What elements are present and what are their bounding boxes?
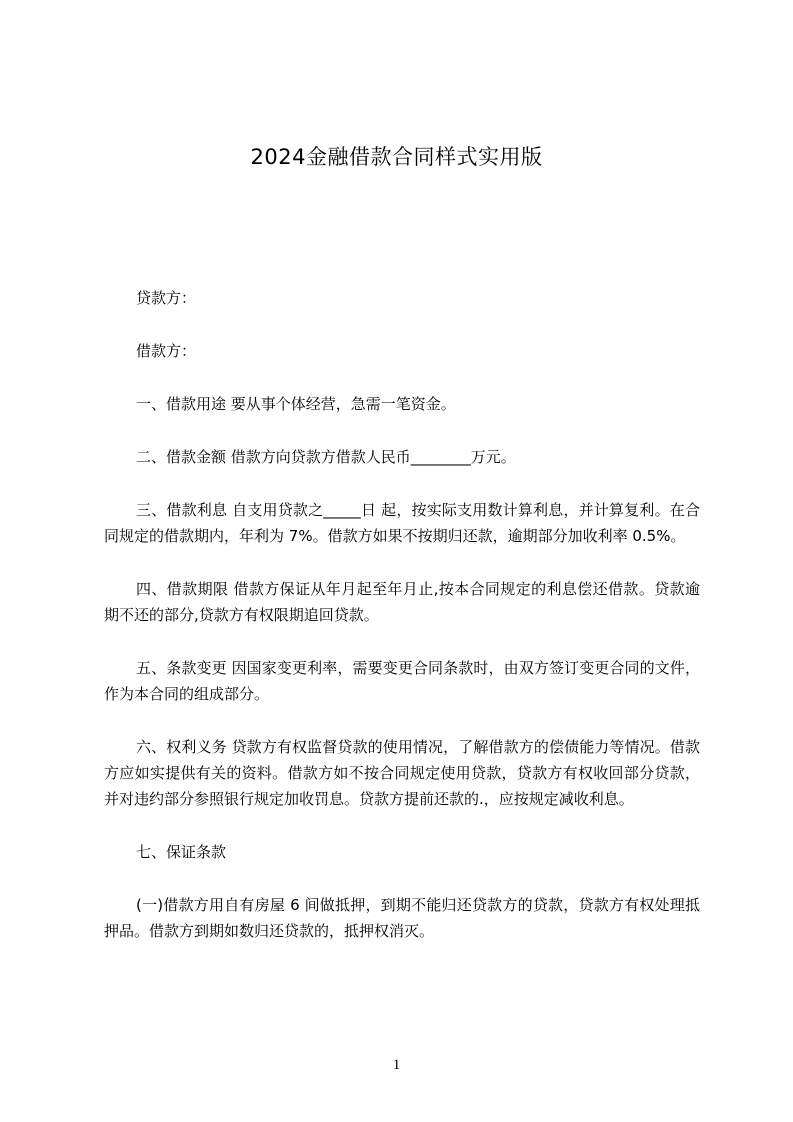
clause-guarantee-heading: 七、保证条款 xyxy=(136,843,227,861)
borrower-line: 借款方： xyxy=(136,342,197,360)
clause-term-change: 五、条款变更 因国家变更利率，需要变更合同条款时，由双方签订变更合同的文件，作为本合同的组成部分。 xyxy=(104,659,700,703)
clause-loan-interest: 三、借款利息 自支用贷款之_____日 起，按实际支用数计算利息，并计算复利。在合同规定的借款期内，年利为 7%。借款方如果不按期归还款，逾期部分加收利率 0.5%。 xyxy=(104,501,700,545)
clause-loan-amount: 二、借款金额 借款方向贷款方借款人民币________万元。 xyxy=(136,448,516,466)
clause-loan-term: 四、借款期限 借款方保证从年月起至年月止,按本合同规定的利息偿还借款。贷款逾期不还的部分,贷款方有权限期追回贷款。 xyxy=(104,580,700,624)
document-title: 2024金融借款合同样式实用版 xyxy=(250,145,543,169)
document-body xyxy=(104,285,700,971)
page-number: 1 xyxy=(392,1057,401,1073)
clause-loan-purpose: 一、借款用途 要从事个体经营，急需一笔资金。 xyxy=(136,395,456,413)
lender-line: 贷款方： xyxy=(136,289,197,307)
clause-rights-obligations: 六、权利义务 贷款方有权监督贷款的使用情况，了解借款方的偿债能力等情况。借款方应如实提供有关的资料。借款方如不按合同规定使用贷款，贷款方有权收回部分贷款，并对违约部分参照银行规定加收罚息。贷款方提前还款的.，应按规定减收利息。 xyxy=(104,738,700,808)
clause-guarantee-mortgage: (一)借款方用自有房屋 6 间做抵押，到期不能归还贷款方的贷款，贷款方有权处理抵押品。借款方到期如数归还贷款的，抵押权消灭。 xyxy=(104,896,700,940)
